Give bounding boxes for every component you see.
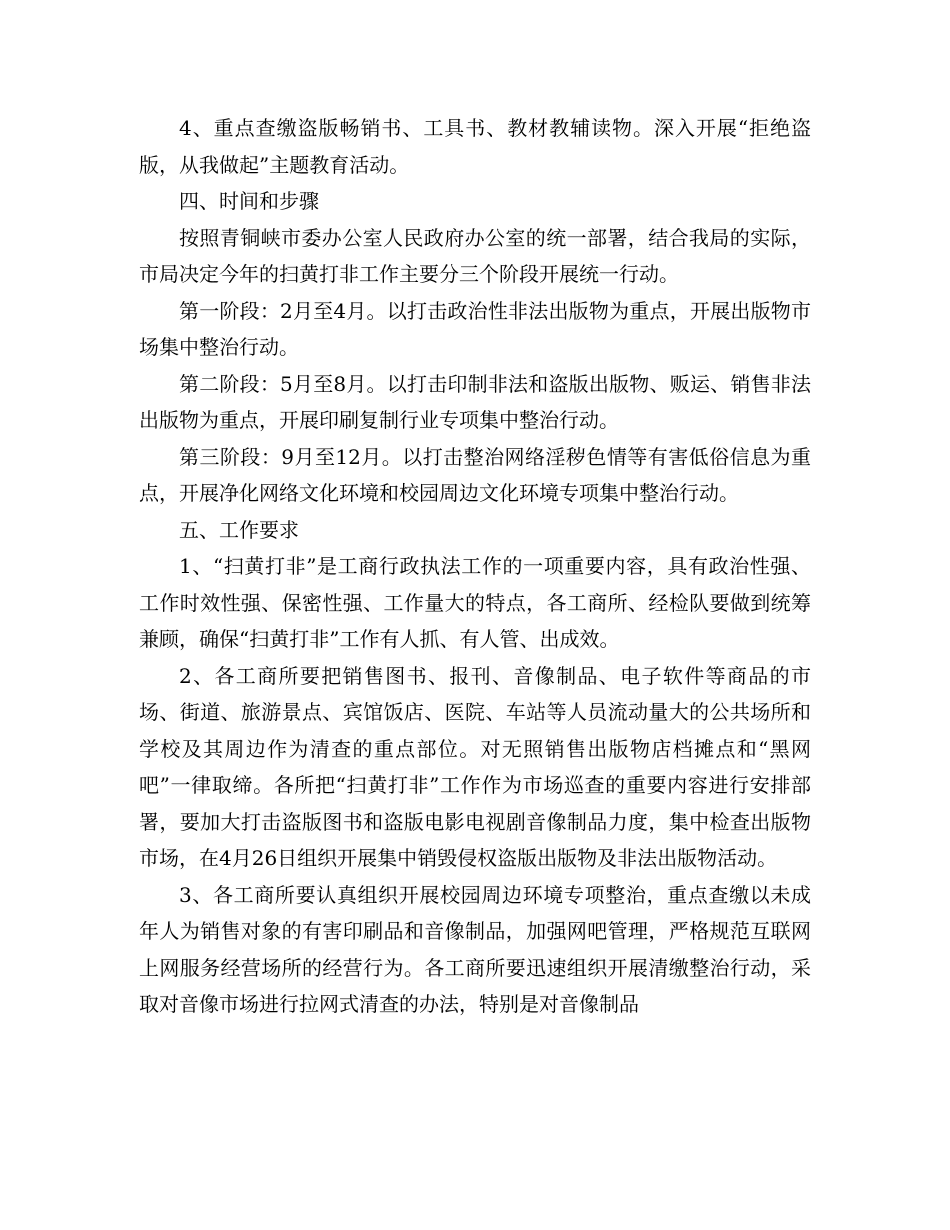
section-heading-work-requirements: 五、工作要求 <box>179 517 299 542</box>
document-body <box>139 110 811 1023</box>
paragraph-deployment: 按照青铜峡市委办公室人民政府办公室的统一部署，结合我局的实际，市局决定今年的扫黄打非工作主要分三个阶段开展统一行动。 <box>139 225 811 286</box>
paragraph-requirement-1: 1、“扫黄打非”是工商行政执法工作的一项重要内容，具有政治性强、工作时效性强、保密性强、工作量大的特点，各工商所、经检队要做到统筹兼顾，确保“扫黄打非”工作有人抓、有人管、出成效。 <box>139 554 811 651</box>
paragraph-item-4: 4、重点查缴盗版畅销书、工具书、教材教辅读物。深入开展“拒绝盗版，从我做起”主题教育活动。 <box>139 116 811 177</box>
paragraph-stage-one: 第一阶段：2月至4月。以打击政治性非法出版物为重点，开展出版物市场集中整治行动。 <box>139 298 811 359</box>
section-heading-time-and-steps: 四、时间和步骤 <box>179 189 319 213</box>
paragraph-stage-two: 第二阶段：5月至8月。以打击印制非法和盗版出版物、贩运、销售非法出版物为重点，开展印刷复制行业专项集中整治行动。 <box>139 371 811 432</box>
paragraph-requirement-3: 3、各工商所要认真组织开展校园周边环境专项整治，重点查缴以未成年人为销售对象的有害印刷品和音像制品，加强网吧管理，严格规范互联网上网服务经营场所的经营行为。各工商所要迅速组织开展清缴整治行动，采取对音像市场进行拉网式清查的办法，特别是对音像制品 <box>139 882 811 1016</box>
paragraph-stage-three: 第三阶段：9月至12月。以打击整治网络淫秽色情等有害低俗信息为重点，开展净化网络文化环境和校园周边文化环境专项集中整治行动。 <box>139 444 811 505</box>
paragraph-requirement-2: 2、各工商所要把销售图书、报刊、音像制品、电子软件等商品的市场、街道、旅游景点、宾馆饭店、医院、车站等人员流动量大的公共场所和学校及其周边作为清查的重点部位。对无照销售出版物店档摊点和“黑网吧”一律取缔。各所把“扫黄打非”工作作为市场巡查的重要内容进行安排部署，要加大打击盗版图书和盗版电影电视剧音像制品力度，集中检查出版物市场，在4月26日组织开展集中销毁侵权盗版出版物及非法出版物活动。 <box>139 663 811 870</box>
